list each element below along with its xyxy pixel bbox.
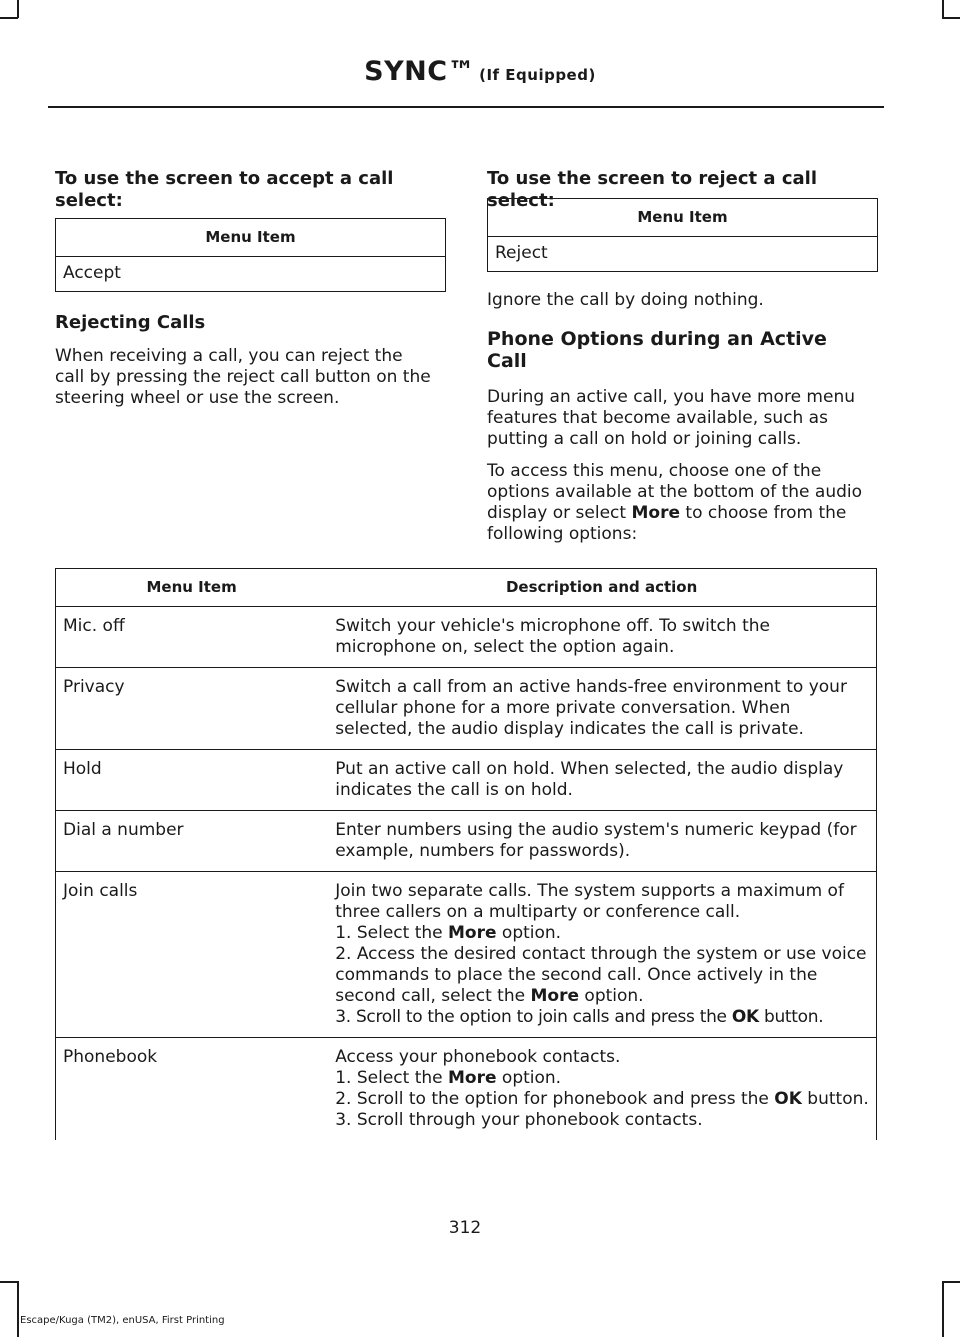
description-cell: [327, 872, 876, 1038]
step-2: [335, 1089, 870, 1110]
description-text: Access your phonebook contacts.: [335, 1047, 621, 1067]
header-subtitle: (If Equipped): [479, 66, 596, 84]
menu-item-cell: Dial a number: [56, 811, 328, 872]
menu-item-cell: Mic. off: [56, 607, 328, 668]
step-text: button.: [758, 1007, 824, 1027]
crop-mark: [942, 1281, 944, 1337]
menu-item-cell: Phonebook: [56, 1038, 328, 1141]
crop-mark: [942, 0, 944, 18]
rejecting-heading: Rejecting Calls: [55, 312, 206, 333]
access-text-start: To access this menu, choose one of the options available at the bottom of the audio display or select: [487, 461, 863, 523]
col-menu-item: Menu Item: [56, 569, 328, 607]
crop-mark: [17, 1281, 19, 1337]
reject-heading: To use the screen to reject a call select:: [487, 168, 817, 211]
step-text: option.: [496, 923, 562, 943]
description-cell: Switch your vehicle's microphone off. To switch the microphone on, select the option again.: [327, 607, 876, 668]
header-title: SYNC™: [364, 56, 476, 87]
header-rule: [48, 106, 884, 108]
reject-table-header: Menu Item: [488, 199, 878, 237]
table-row: [56, 607, 877, 668]
description-cell: Enter numbers using the audio system's numeric keypad (for example, numbers for passwords).: [327, 811, 876, 872]
table-row: [56, 668, 877, 750]
more-label: More: [448, 1068, 497, 1088]
ok-label: OK: [731, 1007, 759, 1027]
more-label: More: [530, 986, 580, 1006]
step-3: 3. Scroll through your phonebook contacts.: [335, 1110, 703, 1130]
crop-mark: [0, 17, 18, 19]
step-1: [335, 923, 870, 944]
step-text: 1. Select the: [335, 923, 448, 943]
crop-mark: [942, 1281, 960, 1283]
step-text: 2. Access the desired contact through the system or use voice commands to place the second call. Once actively in the second call, select the: [335, 944, 867, 1006]
access-text: [487, 461, 867, 545]
description-cell: Switch a call from an active hands-free environment to your cellular phone for a more private conversation. When selected, the audio display indicates the call is private.: [327, 668, 876, 750]
description-text: Join two separate calls. The system supports a maximum of three callers on a multiparty or conference call.: [335, 881, 844, 922]
options-heading: Phone Options during an Active Call: [487, 328, 827, 372]
accept-table: [55, 218, 446, 292]
table-row: [56, 750, 877, 811]
step-text: 3. Scroll to the option to join calls and press the: [335, 1007, 732, 1027]
step-text: button.: [801, 1089, 869, 1109]
menu-item-cell: Join calls: [56, 872, 328, 1038]
options-table: [55, 568, 877, 1140]
step-text: option.: [496, 1068, 562, 1088]
rejecting-text: When receiving a call, you can reject the call by pressing the reject call button on the steering wheel or use the screen.: [55, 346, 431, 408]
accept-table-header: Menu Item: [56, 219, 446, 257]
description-cell: [327, 1038, 876, 1141]
step-text: 1. Select the: [335, 1068, 448, 1088]
page-header: [0, 56, 960, 87]
crop-mark: [17, 0, 19, 18]
page-number: 312: [448, 1218, 482, 1238]
menu-item-cell: Privacy: [56, 668, 328, 750]
more-label: More: [448, 923, 497, 943]
step-3: [335, 1007, 870, 1028]
options-text: During an active call, you have more menu features that become available, such as putting a call on hold or joining calls.: [487, 387, 855, 449]
step-text: 2. Scroll to the option for phonebook and press the: [335, 1089, 775, 1109]
more-label: More: [631, 503, 680, 523]
crop-mark: [0, 1281, 18, 1283]
col-description: Description and action: [327, 569, 876, 607]
step-2: [335, 944, 870, 1007]
reject-table: [487, 198, 878, 272]
crop-mark: [942, 17, 960, 19]
table-row: [56, 1038, 877, 1141]
ok-label: OK: [774, 1089, 802, 1109]
table-row: [56, 811, 877, 872]
step-1: [335, 1068, 870, 1089]
table-row: [56, 872, 877, 1038]
menu-item-cell: Hold: [56, 750, 328, 811]
reject-table-cell: Reject: [488, 237, 878, 272]
edition-footer: Escape/Kuga (TM2), enUSA, First Printing: [20, 1315, 225, 1326]
description-cell: Put an active call on hold. When selected, the audio display indicates the call is on hold.: [327, 750, 876, 811]
accept-heading: To use the screen to accept a call select:: [55, 168, 394, 211]
step-text: option.: [579, 986, 644, 1006]
accept-table-cell: Accept: [56, 257, 446, 292]
access-text-end: to choose from the following options:: [487, 503, 847, 544]
ignore-text: Ignore the call by doing nothing.: [487, 290, 764, 310]
